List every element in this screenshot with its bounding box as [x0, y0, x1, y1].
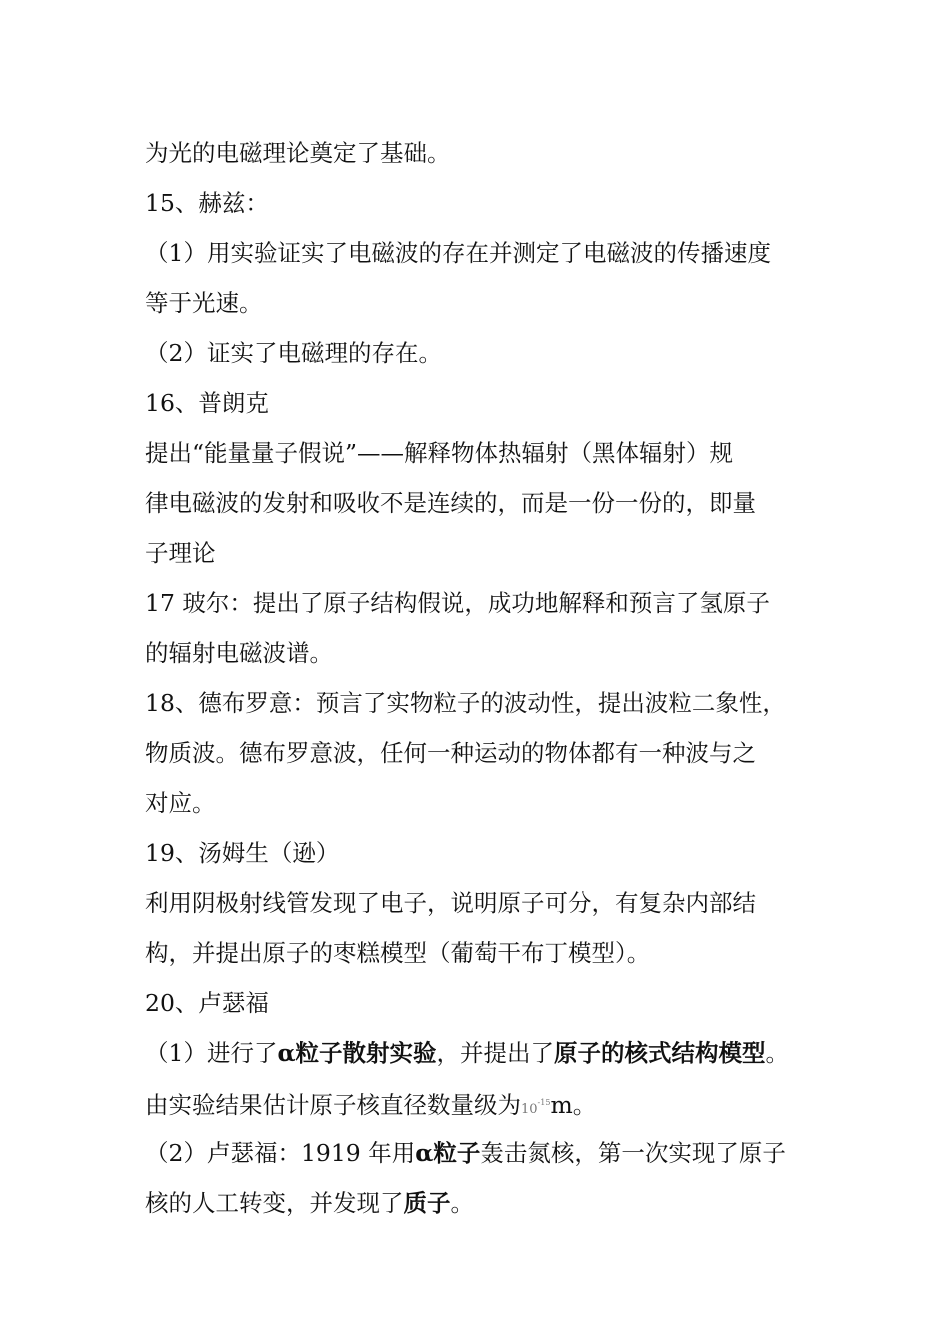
bold-term-alpha-scattering: α粒子散射实验	[277, 1039, 437, 1067]
section-heading-18: 18、德布罗意：预言了实物粒子的波动性，提出波粒二象性，	[145, 689, 786, 717]
bold-term-nuclear-model: 原子的核式结构模型	[554, 1039, 766, 1067]
document-page	[145, 128, 810, 1228]
text-line: （1）用实验证实了电磁波的存在并测定了电磁波的传播速度	[145, 239, 771, 267]
section-heading-17: 17 玻尔：提出了原子结构假说，成功地解释和预言了氢原子	[145, 589, 770, 617]
text-line: 物质波。德布罗意波，任何一种运动的物体都有一种波与之	[145, 739, 756, 767]
text-line: 构，并提出原子的枣糕模型（葡萄干布丁模型）。	[145, 939, 651, 967]
text-line: 提出“能量量子假说”——解释物体热辐射（黑体辐射）规	[145, 439, 734, 467]
section-heading-19: 19、汤姆生（逊）	[145, 839, 340, 867]
exponent-base: 10	[521, 1102, 538, 1117]
text-span: （2）卢瑟福：1919 年用	[145, 1139, 416, 1167]
text-span: （1）进行了	[145, 1039, 278, 1067]
text-line: 利用阴极射线管发现了电子，说明原子可分，有复杂内部结	[145, 889, 756, 917]
text-span: m。	[550, 1091, 597, 1119]
text-line: 律电磁波的发射和吸收不是连续的，而是一份一份的，即量	[145, 489, 756, 517]
text-span: 核的人工转变，并发现了	[145, 1189, 404, 1217]
section-heading-20: 20、卢瑟福	[145, 989, 269, 1017]
text-span: 。	[765, 1039, 790, 1067]
text-line	[145, 1078, 810, 1128]
text-span: 。	[450, 1189, 474, 1217]
text-line	[145, 1128, 810, 1178]
text-line: 等于光速。	[145, 289, 263, 317]
bold-term-proton: 质子	[403, 1189, 451, 1217]
text-line	[145, 1028, 810, 1078]
section-heading-16: 16、普朗克	[145, 389, 269, 417]
text-line	[145, 1178, 810, 1228]
bold-term-alpha-particle: α粒子	[415, 1139, 481, 1167]
text-span: 轰击氮核，第一次实现了原子	[480, 1139, 786, 1167]
exponent-power: -15	[537, 1098, 551, 1107]
section-heading-15: 15、赫兹：	[145, 189, 269, 217]
text-span: 由实验结果估计原子核直径数量级为	[145, 1091, 521, 1119]
text-span: ，并提出了	[436, 1039, 555, 1067]
text-line: 对应。	[145, 789, 216, 817]
text-line: 的辐射电磁波谱。	[145, 639, 333, 667]
text-line: （2）证实了电磁理的存在。	[145, 339, 442, 367]
text-line: 子理论	[145, 539, 216, 567]
text-line: 为光的电磁理论奠定了基础。	[145, 139, 451, 167]
